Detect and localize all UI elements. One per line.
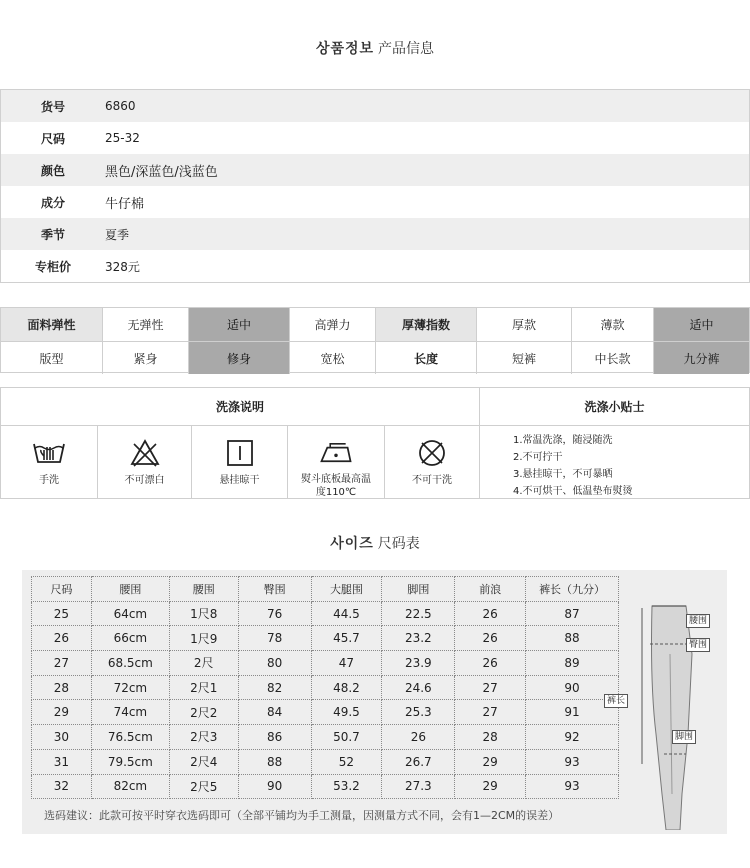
size-cell: 27: [455, 700, 526, 725]
size-cell: 2尺1: [169, 675, 238, 700]
size-table-row: [32, 700, 619, 725]
size-cell: 1尺9: [169, 626, 238, 651]
size-cell: 82cm: [91, 774, 169, 799]
info-label: 专柜价: [34, 259, 71, 274]
size-chart-title: [0, 533, 750, 553]
info-label: 季节: [40, 227, 65, 242]
attribute-option-selected: 九分裤: [653, 342, 749, 374]
size-cell: 76.5cm: [91, 725, 169, 750]
size-table-header: 大腿围: [311, 577, 382, 602]
size-cell: 53.2: [311, 774, 382, 799]
washing-tip: 2.不可拧干: [513, 452, 563, 463]
attribute-row-fit: [1, 341, 749, 374]
info-value: 牛仔棉: [105, 196, 145, 212]
attribute-header-fit: 版型: [39, 351, 64, 366]
size-table-header-row: [32, 577, 619, 602]
size-cell: 27: [32, 651, 92, 676]
figure-label-length: 裤长: [604, 694, 628, 708]
hand-wash-icon: [32, 438, 66, 468]
figure-label-waist: 腰围: [686, 614, 710, 628]
wash-symbol-label: 不可干洗: [412, 475, 452, 486]
size-cell: 84: [238, 700, 311, 725]
jeans-measurement-figure: [622, 594, 722, 830]
info-row: [1, 90, 749, 122]
size-table-row: [32, 675, 619, 700]
size-cell: 52: [311, 749, 382, 774]
size-cell: 64cm: [91, 601, 169, 626]
size-cell: 68.5cm: [91, 651, 169, 676]
size-cell: 91: [526, 700, 619, 725]
size-table-row: [32, 651, 619, 676]
size-cell: 25: [32, 601, 92, 626]
size-table-header: 臀围: [238, 577, 311, 602]
attribute-grid: [0, 307, 750, 373]
size-cell: 22.5: [382, 601, 455, 626]
no-dry-clean-icon: [417, 438, 447, 468]
size-cell: 44.5: [311, 601, 382, 626]
size-table-header: 腰围: [169, 577, 238, 602]
size-cell: 29: [32, 700, 92, 725]
size-cell: 30: [32, 725, 92, 750]
washing-tip: 3.悬挂晾干，不可暴晒: [513, 469, 613, 480]
size-advice-note: 选码建议：此款可按平时穿衣选码即可（全部平铺均为手工测量，因测量方式不同，会有1—2CM的误差）: [44, 809, 560, 822]
size-cell: 27.3: [382, 774, 455, 799]
size-cell: 29: [455, 774, 526, 799]
wash-symbol-label: 熨斗底板最高温度110℃: [301, 474, 371, 498]
size-cell: 2尺5: [169, 774, 238, 799]
size-cell: 90: [526, 675, 619, 700]
size-table-row: [32, 626, 619, 651]
size-cell: 86: [238, 725, 311, 750]
size-cell: 66cm: [91, 626, 169, 651]
info-label: 货号: [40, 99, 65, 114]
attribute-row-elasticity: [1, 308, 749, 341]
size-table-header: 尺码: [32, 577, 92, 602]
attribute-option: 宽松: [289, 342, 375, 374]
size-cell: 2尺3: [169, 725, 238, 750]
size-cell: 29: [455, 749, 526, 774]
wash-symbol-no-dry-clean: [384, 426, 479, 499]
washing-divider: [479, 388, 480, 499]
info-value: 黑色/深蓝色/浅蓝色: [105, 164, 218, 180]
info-label: 成分: [40, 195, 65, 210]
size-cell: 32: [32, 774, 92, 799]
info-row: [1, 186, 749, 218]
size-cell: 23.9: [382, 651, 455, 676]
size-table-row: [32, 725, 619, 750]
size-cell: 26: [455, 626, 526, 651]
size-cell: 88: [526, 626, 619, 651]
size-cell: 79.5cm: [91, 749, 169, 774]
washing-tips-heading: 洗涤小贴士: [480, 388, 749, 426]
size-cell: 2尺4: [169, 749, 238, 774]
no-bleach-icon: [130, 438, 160, 468]
size-cell: 45.7: [311, 626, 382, 651]
info-label: 尺码: [40, 131, 65, 146]
size-chart-title-zh: 尺码表: [377, 536, 420, 552]
wash-symbol-iron: [287, 426, 384, 499]
size-table-header: 裤长（九分）: [526, 577, 619, 602]
info-row: [1, 154, 749, 186]
attribute-option-selected: 修身: [188, 342, 289, 374]
size-cell: 72cm: [91, 675, 169, 700]
size-cell: 80: [238, 651, 311, 676]
size-table-row: [32, 601, 619, 626]
size-cell: 48.2: [311, 675, 382, 700]
size-cell: 24.6: [382, 675, 455, 700]
info-row: [1, 122, 749, 154]
wash-symbol-label: 不可漂白: [124, 475, 165, 486]
size-cell: 74cm: [91, 700, 169, 725]
attribute-option: 厚款: [476, 308, 571, 341]
wash-symbol-hang-dry: [191, 426, 287, 499]
washing-instructions-heading: 洗涤说明: [1, 388, 479, 426]
wash-symbol-label: 手洗: [39, 475, 59, 486]
attribute-option: 无弹性: [102, 308, 188, 341]
size-table: [31, 576, 619, 799]
size-cell: 76: [238, 601, 311, 626]
figure-label-hip: 臀围: [686, 638, 710, 652]
size-chart-title-ko: 사이즈: [330, 536, 374, 552]
attribute-option: 中长款: [571, 342, 653, 374]
info-value: 25-32: [105, 131, 140, 145]
size-cell: 88: [238, 749, 311, 774]
size-cell: 2尺2: [169, 700, 238, 725]
size-table-header: 脚围: [382, 577, 455, 602]
washing-tip: 4.不可烘干、低温垫布熨烫: [513, 486, 633, 497]
size-cell: 2尺: [169, 651, 238, 676]
size-cell: 93: [526, 749, 619, 774]
product-info-title: [0, 38, 750, 58]
attribute-option: 短裤: [476, 342, 571, 374]
product-info-title-zh: 产品信息: [378, 41, 435, 57]
attribute-option: 薄款: [571, 308, 653, 341]
info-value: 6860: [105, 99, 136, 113]
info-value: 夏季: [105, 227, 130, 242]
hang-dry-icon: [225, 438, 255, 468]
wash-symbol-hand-wash: [1, 426, 97, 499]
size-cell: 31: [32, 749, 92, 774]
info-row: [1, 218, 749, 250]
size-cell: 89: [526, 651, 619, 676]
size-table-row: [32, 774, 619, 799]
attribute-option: 紧身: [102, 342, 188, 374]
attribute-header-length: 长度: [375, 342, 476, 374]
size-cell: 50.7: [311, 725, 382, 750]
size-cell: 26: [32, 626, 92, 651]
washing-tips-list: [513, 432, 633, 500]
figure-label-foot: 脚围: [672, 730, 696, 744]
size-cell: 93: [526, 774, 619, 799]
size-cell: 28: [455, 725, 526, 750]
product-info-title-ko: 상품정보: [315, 41, 375, 57]
iron-icon: [318, 438, 354, 467]
size-chart: [22, 570, 727, 834]
size-cell: 92: [526, 725, 619, 750]
info-label: 颜色: [40, 163, 65, 178]
info-value: 328元: [105, 259, 140, 274]
size-table-header: 腰围: [91, 577, 169, 602]
attribute-option-selected: 适中: [653, 308, 749, 341]
size-cell: 26: [455, 601, 526, 626]
attribute-header-elasticity: 面料弹性: [1, 308, 102, 341]
size-cell: 1尺8: [169, 601, 238, 626]
info-row: [1, 250, 749, 282]
size-cell: 28: [32, 675, 92, 700]
size-cell: 26.7: [382, 749, 455, 774]
size-cell: 87: [526, 601, 619, 626]
attribute-option: 高弹力: [289, 308, 375, 341]
size-cell: 25.3: [382, 700, 455, 725]
product-info-table: [0, 89, 750, 283]
size-cell: 90: [238, 774, 311, 799]
washing-tip: 1.常温洗涤，随浸随洗: [513, 435, 613, 446]
size-cell: 49.5: [311, 700, 382, 725]
attribute-option-selected: 适中: [188, 308, 289, 341]
size-cell: 27: [455, 675, 526, 700]
size-cell: 26: [382, 725, 455, 750]
wash-symbol-no-bleach: [97, 426, 191, 499]
size-table-row: [32, 749, 619, 774]
attribute-header-thickness: 厚薄指数: [375, 308, 476, 341]
size-cell: 47: [311, 651, 382, 676]
size-cell: 26: [455, 651, 526, 676]
size-cell: 82: [238, 675, 311, 700]
wash-symbol-label: 悬挂晾干: [219, 475, 260, 486]
size-cell: 23.2: [382, 626, 455, 651]
size-cell: 78: [238, 626, 311, 651]
size-table-header: 前浪: [455, 577, 526, 602]
washing-panel: [0, 387, 750, 499]
